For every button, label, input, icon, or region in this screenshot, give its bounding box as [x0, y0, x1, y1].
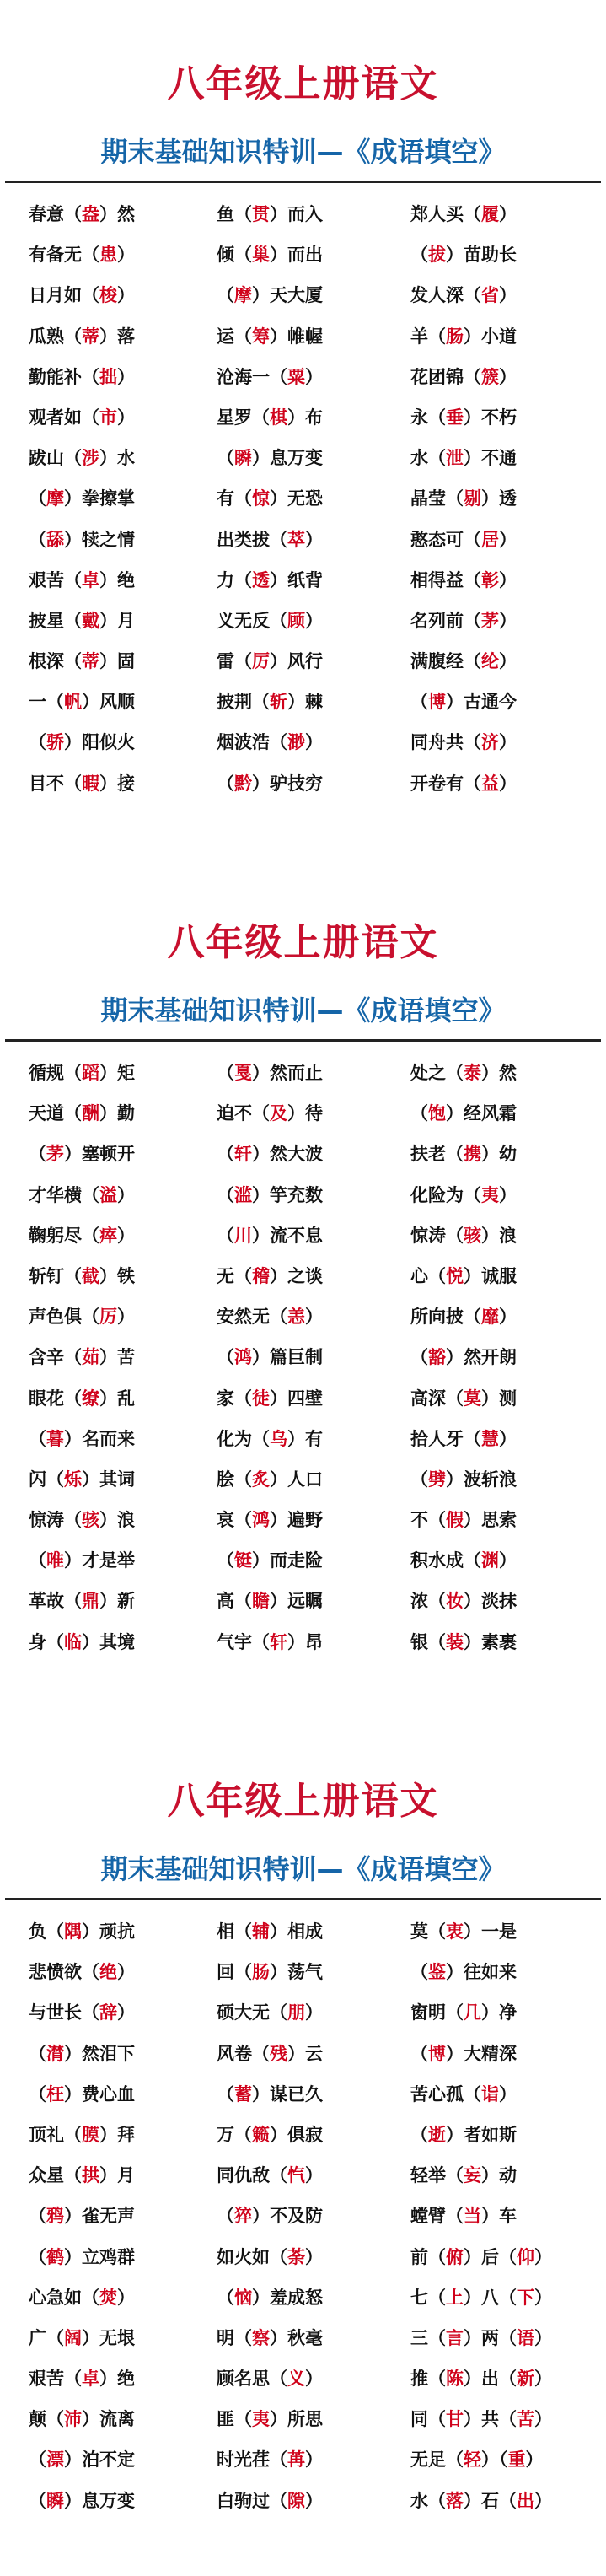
idiom-item: 同舟共（济） — [410, 732, 517, 753]
idiom-row — [0, 2439, 606, 2480]
idiom-item: （摩）拳擦掌 — [29, 488, 135, 509]
idiom-item: 化险为（夷） — [410, 1184, 517, 1205]
idiom-item: 憨态可（居） — [410, 529, 517, 550]
idiom-row — [0, 1459, 606, 1500]
idiom-item: （博）大精深 — [410, 2043, 517, 2064]
idiom-item: 哀（鸿）遍野 — [217, 1510, 323, 1531]
idiom-item: 不（假）思索 — [410, 1510, 517, 1531]
idiom-item: （戛）然而止 — [217, 1063, 323, 1083]
idiom-row — [0, 194, 606, 234]
idiom-row — [0, 357, 606, 397]
idiom-item: 所向披（靡） — [410, 1307, 517, 1328]
idiom-item: （博）古通今 — [410, 692, 517, 713]
idiom-row — [0, 1622, 606, 1663]
idiom-grid — [0, 1911, 606, 2521]
idiom-item: （猝）不及防 — [217, 2206, 323, 2227]
idiom-row — [0, 2155, 606, 2196]
idiom-item: （漂）泊不定 — [29, 2449, 135, 2471]
idiom-item: （茅）塞顿开 — [29, 1144, 135, 1165]
idiom-item: 天道（酬）勤 — [29, 1103, 135, 1124]
idiom-item: 沧海一（粟） — [217, 366, 323, 387]
idiom-row — [0, 1378, 606, 1419]
idiom-row — [0, 438, 606, 478]
idiom-item: 义无反（顾） — [217, 610, 323, 631]
idiom-item: 有备无（患） — [29, 245, 135, 266]
idiom-item: 高深（莫）测 — [410, 1388, 517, 1409]
page-subtitle: 期末基础知识特训—《成语填空》 — [100, 1853, 506, 1885]
idiom-row — [0, 1053, 606, 1093]
idiom-item: 化为（乌）有 — [217, 1428, 323, 1449]
idiom-row — [0, 1296, 606, 1337]
idiom-item: 水（泄）不通 — [410, 448, 517, 469]
idiom-item: 发人深（省） — [410, 285, 517, 306]
idiom-item: 轻举（妄）动 — [410, 2165, 517, 2186]
idiom-row — [0, 1911, 606, 1952]
divider — [5, 1898, 601, 1900]
idiom-item: 前（俯）后（仰） — [410, 2246, 552, 2267]
idiom-item: 水（落）石（出） — [410, 2490, 552, 2511]
page-title: 八年级上册语文 — [167, 921, 439, 964]
idiom-item: 勤能补（拙） — [29, 366, 135, 387]
idiom-item: （鸦）雀无声 — [29, 2206, 135, 2227]
idiom-item: 出类拔（萃） — [217, 529, 323, 550]
idiom-item: 家（徒）四壁 — [217, 1388, 323, 1409]
idiom-row — [0, 1992, 606, 2033]
idiom-item: （逝）者如斯 — [410, 2124, 517, 2145]
idiom-row — [0, 1419, 606, 1459]
idiom-row — [0, 316, 606, 357]
idiom-item: （豁）然开朗 — [410, 1347, 517, 1368]
idiom-item: （瞬）息万变 — [29, 2490, 135, 2511]
idiom-row — [0, 234, 606, 275]
idiom-item: 有（惊）无恐 — [217, 488, 323, 509]
idiom-item: （蓄）谋已久 — [217, 2083, 323, 2104]
idiom-item: 同（甘）共（苦） — [410, 2409, 552, 2430]
idiom-item: （摩）天大厦 — [217, 285, 323, 306]
idiom-item: 春意（盎）然 — [29, 204, 135, 224]
idiom-row — [0, 763, 606, 804]
idiom-item: 瓜熟（蒂）落 — [29, 326, 135, 347]
idiom-item: 闪（烁）其词 — [29, 1469, 135, 1490]
idiom-item: 莫（衷）一是 — [410, 1921, 517, 1942]
idiom-item: 白驹过（隙） — [217, 2490, 323, 2511]
idiom-item: 跋山（涉）水 — [29, 448, 135, 469]
idiom-item: 七（上）八（下） — [410, 2287, 552, 2308]
idiom-item: （鉴）往如来 — [410, 1962, 517, 1983]
idiom-item: 悲愤欲（绝） — [29, 1962, 135, 1983]
idiom-item: 斩钉（截）铁 — [29, 1265, 135, 1286]
idiom-item: 眼花（缭）乱 — [29, 1388, 135, 1409]
idiom-item: 回（肠）荡气 — [217, 1962, 323, 1983]
idiom-row — [0, 1337, 606, 1377]
idiom-item: 披荆（斩）棘 — [217, 692, 323, 713]
idiom-row — [0, 478, 606, 519]
idiom-item: 观者如（市） — [29, 407, 135, 428]
idiom-row — [0, 520, 606, 560]
divider — [5, 181, 601, 183]
idiom-row — [0, 722, 606, 763]
idiom-item: 广（阔）无垠 — [29, 2327, 135, 2348]
idiom-item: 无足（轻）（重） — [410, 2449, 544, 2471]
idiom-item: 郑人买（履） — [410, 204, 517, 224]
idiom-item: 惊涛（骇）浪 — [29, 1510, 135, 1531]
idiom-item: （拔）苗助长 — [410, 245, 517, 266]
idiom-item: 浓（妆）淡抹 — [410, 1591, 517, 1612]
idiom-row — [0, 641, 606, 682]
idiom-item: （骄）阳似火 — [29, 732, 135, 753]
idiom-row — [0, 1540, 606, 1581]
idiom-item: 高（瞻）远瞩 — [217, 1591, 323, 1612]
idiom-item: 脍（炙）人口 — [217, 1469, 323, 1490]
idiom-item: 三（言）两（语） — [410, 2327, 552, 2348]
idiom-item: 无（稽）之谈 — [217, 1265, 323, 1286]
idiom-item: 循规（蹈）矩 — [29, 1063, 135, 1083]
idiom-item: 烟波浩（渺） — [217, 732, 323, 753]
idiom-item: 气宇（轩）昂 — [217, 1631, 323, 1652]
idiom-row — [0, 397, 606, 438]
idiom-item: 开卷有（益） — [410, 773, 517, 794]
idiom-row — [0, 275, 606, 315]
idiom-item: 颠（沛）流离 — [29, 2409, 135, 2430]
idiom-item: 苦心孤（诣） — [410, 2083, 517, 2104]
idiom-row — [0, 1952, 606, 1992]
idiom-item: （鹤）立鸡群 — [29, 2246, 135, 2267]
idiom-item: 众星（拱）月 — [29, 2165, 135, 2186]
idiom-item: 处之（泰）然 — [410, 1063, 517, 1083]
idiom-item: （唯）才是举 — [29, 1550, 135, 1571]
section-3 — [0, 1717, 606, 2561]
idiom-item: 运（筹）帷幄 — [217, 326, 323, 347]
idiom-row — [0, 2115, 606, 2155]
idiom-row — [0, 682, 606, 722]
idiom-item: 相（辅）相成 — [217, 1921, 323, 1942]
idiom-item: 硕大无（朋） — [217, 2002, 323, 2024]
idiom-row — [0, 1215, 606, 1256]
page-subtitle: 期末基础知识特训—《成语填空》 — [100, 136, 506, 168]
section-1 — [0, 0, 606, 843]
idiom-item: （黔）驴技穷 — [217, 773, 323, 794]
idiom-item: 万（籁）俱寂 — [217, 2124, 323, 2145]
idiom-row — [0, 1093, 606, 1134]
idiom-item: 相得益（彰） — [410, 569, 517, 590]
idiom-row — [0, 2481, 606, 2521]
idiom-item: 花团锦（簇） — [410, 366, 517, 387]
idiom-item: （潸）然泪下 — [29, 2043, 135, 2064]
idiom-row — [0, 1134, 606, 1174]
idiom-row — [0, 560, 606, 601]
idiom-item: 革故（鼎）新 — [29, 1591, 135, 1612]
idiom-item: 迫不（及）待 — [217, 1103, 323, 1124]
idiom-item: 顶礼（膜）拜 — [29, 2124, 135, 2145]
page-title: 八年级上册语文 — [167, 1780, 439, 1823]
idiom-item: 星罗（棋）布 — [217, 407, 323, 428]
page-title: 八年级上册语文 — [167, 62, 439, 105]
idiom-item: 满腹经（纶） — [410, 651, 517, 672]
idiom-row — [0, 1581, 606, 1621]
idiom-row — [0, 2277, 606, 2318]
idiom-item: 晶莹（剔）透 — [410, 488, 517, 509]
idiom-item: 拾人牙（慧） — [410, 1428, 517, 1449]
idiom-item: 倾（巢）而出 — [217, 245, 323, 266]
idiom-item: （暮）名而来 — [29, 1428, 135, 1449]
idiom-item: 含辛（茹）苦 — [29, 1347, 135, 1368]
idiom-item: 惊涛（骇）浪 — [410, 1225, 517, 1246]
idiom-item: （轩）然大波 — [217, 1144, 323, 1165]
idiom-item: 艰苦（卓）绝 — [29, 2369, 135, 2390]
idiom-item: 目不（暇）接 — [29, 773, 135, 794]
idiom-item: 匪（夷）所思 — [217, 2409, 323, 2430]
idiom-item: 与世长（辞） — [29, 2002, 135, 2024]
idiom-item: （恼）羞成怒 — [217, 2287, 323, 2308]
idiom-item: 艰苦（卓）绝 — [29, 569, 135, 590]
divider — [5, 1039, 601, 1042]
idiom-grid — [0, 194, 606, 804]
idiom-item: 心急如（焚） — [29, 2287, 135, 2308]
idiom-row — [0, 2034, 606, 2074]
idiom-item: 心（悦）诚服 — [410, 1265, 517, 1286]
idiom-row — [0, 1500, 606, 1540]
idiom-item: 鞠躬尽（瘁） — [29, 1225, 135, 1246]
idiom-item: 顾名思（义） — [217, 2369, 323, 2390]
idiom-item: 披星（戴）月 — [29, 610, 135, 631]
idiom-item: 一（帆）风顺 — [29, 692, 135, 713]
idiom-row — [0, 2237, 606, 2277]
idiom-item: （舔）犊之情 — [29, 529, 135, 550]
idiom-item: 负（隅）顽抗 — [29, 1921, 135, 1942]
idiom-item: 扶老（携）幼 — [410, 1144, 517, 1165]
idiom-item: 明（察）秋毫 — [217, 2327, 323, 2348]
idiom-item: 根深（蒂）固 — [29, 651, 135, 672]
idiom-item: 窗明（几）净 — [410, 2002, 517, 2024]
idiom-row — [0, 2318, 606, 2358]
idiom-item: 风卷（残）云 — [217, 2043, 323, 2064]
idiom-item: 如火如（荼） — [217, 2246, 323, 2267]
idiom-row — [0, 2196, 606, 2236]
idiom-item: 推（陈）出（新） — [410, 2369, 552, 2390]
idiom-item: （铤）而走险 — [217, 1550, 323, 1571]
idiom-item: 日月如（梭） — [29, 285, 135, 306]
idiom-item: 时光荏（苒） — [217, 2449, 323, 2471]
idiom-grid — [0, 1053, 606, 1663]
idiom-row — [0, 2358, 606, 2399]
idiom-item: （饱）经风霜 — [410, 1103, 517, 1124]
idiom-item: 安然无（恙） — [217, 1307, 323, 1328]
idiom-item: 声色俱（厉） — [29, 1307, 135, 1328]
idiom-item: 才华横（溢） — [29, 1184, 135, 1205]
idiom-item: 身（临）其境 — [29, 1631, 135, 1652]
idiom-item: 鱼（贯）而入 — [217, 204, 323, 224]
idiom-item: 同仇敌（忾） — [217, 2165, 323, 2186]
idiom-item: （鸿）篇巨制 — [217, 1347, 323, 1368]
idiom-item: 银（装）素裹 — [410, 1631, 517, 1652]
idiom-item: 雷（厉）风行 — [217, 651, 323, 672]
idiom-item: （劈）波斩浪 — [410, 1469, 517, 1490]
idiom-row — [0, 2399, 606, 2439]
idiom-item: （瞬）息万变 — [217, 448, 323, 469]
idiom-row — [0, 1256, 606, 1296]
idiom-row — [0, 2074, 606, 2115]
idiom-item: 力（透）纸背 — [217, 569, 323, 590]
idiom-item: 永（垂）不朽 — [410, 407, 517, 428]
idiom-item: 羊（肠）小道 — [410, 326, 517, 347]
idiom-item: （枉）费心血 — [29, 2083, 135, 2104]
idiom-item: 名列前（茅） — [410, 610, 517, 631]
idiom-item: 螳臂（当）车 — [410, 2206, 517, 2227]
idiom-row — [0, 601, 606, 641]
idiom-item: （川）流不息 — [217, 1225, 323, 1246]
section-2 — [0, 859, 606, 1702]
page-subtitle: 期末基础知识特训—《成语填空》 — [100, 994, 506, 1027]
idiom-item: 积水成（渊） — [410, 1550, 517, 1571]
idiom-item: （滥）竽充数 — [217, 1184, 323, 1205]
idiom-row — [0, 1175, 606, 1215]
